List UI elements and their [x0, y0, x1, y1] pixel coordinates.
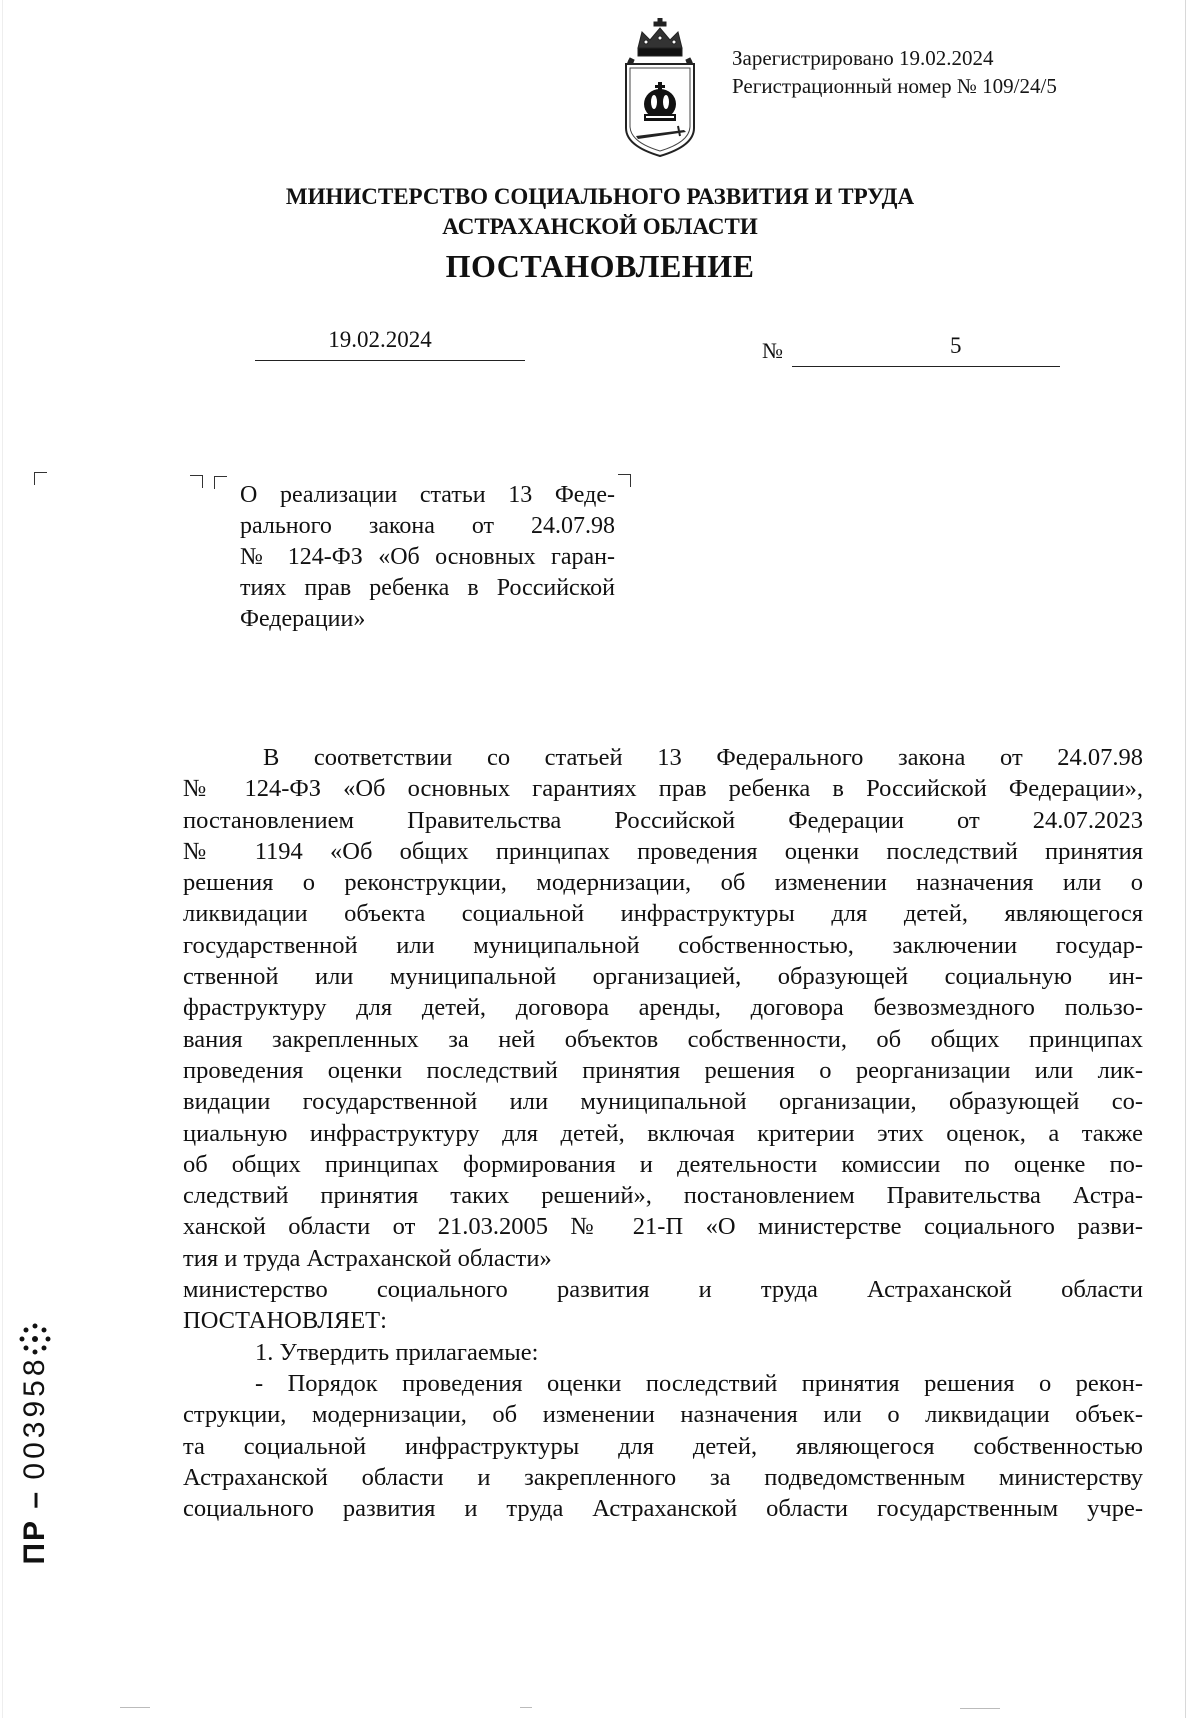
body-line: социального развития и труда Астраханской области государственным учре-	[183, 1495, 1143, 1523]
registration-number: Регистрационный номер № 109/24/5	[732, 74, 1057, 98]
side-stamp-prefix: ПР –	[18, 1489, 51, 1565]
title-line: рального закона от 24.07.98	[240, 513, 615, 539]
ministry-name-line-2: АСТРАХАНСКОЙ ОБЛАСТИ	[442, 214, 758, 239]
side-stamp	[18, 1355, 52, 1564]
body-line: струкции, модернизации, об изменении назначения или о ликвидации объек-	[183, 1401, 1143, 1429]
body-line: постановлением Правительства Российской Федерации от 24.07.2023	[183, 806, 1143, 834]
registration-info	[732, 44, 1057, 100]
body-line: Астраханской области и закрепленного за подведомственным министерству	[183, 1463, 1143, 1491]
body-line: - Порядок проведения оценки последствий принятия решения о рекон-	[255, 1369, 1143, 1397]
body-line: фраструктуру для детей, договора аренды, договора безвозмездного пользо-	[183, 994, 1143, 1022]
body-line: циальную инфраструктуру для детей, включая критерии этих оценок, а также	[183, 1119, 1143, 1147]
document-number-field	[792, 326, 1060, 367]
title-line: тиях прав ребенка в Российской	[240, 575, 615, 601]
registration-date: Зарегистрировано 19.02.2024	[732, 46, 994, 70]
body-line: ликвидации объекта социальной инфраструктуры для детей, являющегося	[183, 900, 1143, 928]
body-line: видации государственной или муниципальной организации, образующей со-	[183, 1088, 1143, 1116]
title-line: О реализации статьи 13 Феде-	[240, 482, 615, 508]
document-date-field	[255, 322, 525, 361]
body-line: ханской области от 21.03.2005 № 21-П «О министерстве социального разви-	[183, 1213, 1143, 1241]
ministry-name-line-1: МИНИСТЕРСТВО СОЦИАЛЬНОГО РАЗВИТИЯ И ТРУДА	[285, 184, 915, 209]
snowflake-mark-icon	[18, 1322, 52, 1356]
body-line: вания закрепленных за ней объектов собственности, об общих принципах	[183, 1025, 1143, 1053]
corner-mark-title-top-right	[618, 474, 631, 487]
body-line: № 124-ФЗ «Об основных гарантиях прав ребенка в Российской Федерации»,	[183, 775, 1143, 803]
ministry-header	[0, 182, 1200, 242]
number-sign: №	[762, 338, 783, 363]
document-body	[183, 742, 1143, 1524]
title-line: № 124-ФЗ «Об основных гаран-	[240, 544, 615, 570]
corner-mark-left	[34, 472, 47, 485]
body-line: следствий принятия таких решений», постановлением Правительства Астра-	[183, 1182, 1143, 1210]
body-line: ственной или муниципальной организацией, образующей социальную ин-	[183, 963, 1143, 991]
coat-of-arms-icon	[620, 18, 700, 158]
document-number: 5	[950, 333, 962, 358]
body-line: решения о реконструкции, модернизации, об изменении назначения или о	[183, 869, 1143, 897]
title-line: Федерации»	[240, 606, 366, 632]
body-line: министерство социального развития и труда Астраханской области	[183, 1276, 1143, 1304]
body-line: государственной или муниципальной собственностью, заключении государ-	[183, 931, 1143, 959]
scan-noise-dots	[100, 1706, 1100, 1710]
corner-mark-title-outer	[190, 475, 203, 488]
side-stamp-digits: 003958	[18, 1355, 51, 1480]
body-line: В соответствии со статьей 13 Федерального закона от 24.07.98	[263, 744, 1143, 771]
body-line: тия и труда Астраханской области»	[183, 1244, 552, 1272]
document-date: 19.02.2024	[328, 327, 432, 352]
body-line: об общих принципах формирования и деятельности комиссии по оценке по-	[183, 1150, 1143, 1178]
body-line: та социальной инфраструктуры для детей, являющегося собственностью	[183, 1432, 1143, 1460]
clause-1: 1. Утвердить прилагаемые:	[255, 1338, 539, 1366]
body-line: № 1194 «Об общих принципах проведения оценки последствий принятия	[183, 837, 1143, 865]
resolves-keyword: ПОСТАНОВЛЯЕТ:	[183, 1307, 387, 1335]
document-title	[240, 480, 615, 635]
body-line: проведения оценки последствий принятия решения о реорганизации или лик-	[183, 1056, 1143, 1084]
document-type: ПОСТАНОВЛЕНИЕ	[445, 248, 755, 284]
corner-mark-title-top-left	[214, 476, 227, 489]
